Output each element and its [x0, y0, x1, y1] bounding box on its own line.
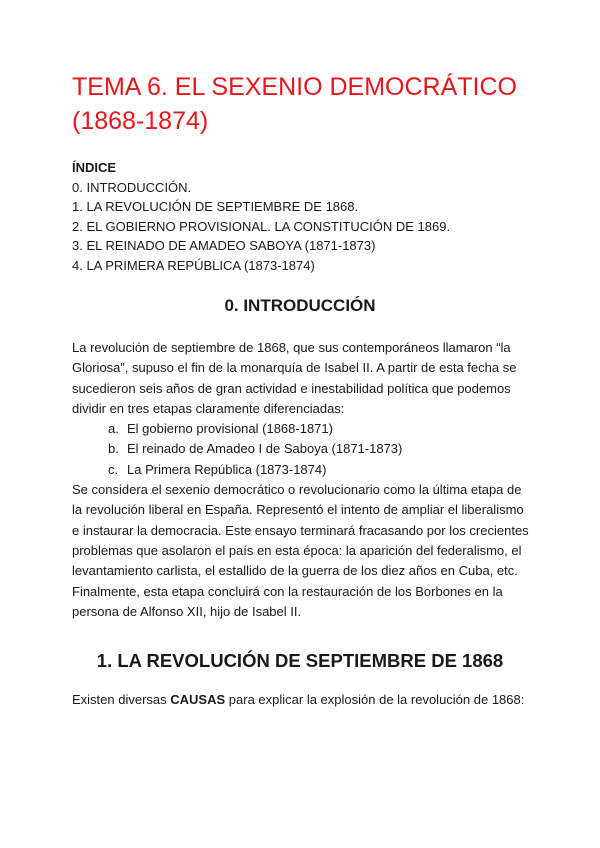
intro-paragraph-1: La revolución de septiembre de 1868, que sus contemporáneos llamaron “la Gloriosa”, supuso el fin de la monarquía de Isabel II. A partir de esta fecha se sucedieron seis años de gran actividad e inestabilidad política que podemos dividir en tres etapas claramente diferenciadas:	[72, 340, 517, 416]
index-item: 2. EL GOBIERNO PROVISIONAL. LA CONSTITUCIÓN DE 1869.	[72, 218, 451, 234]
list-item	[108, 419, 534, 439]
intro-paragraph-2: Se considera el sexenio democrático o revolucionario como la última etapa de la revolución liberal en España. Representó el intento de ampliar el liberalismo e instaurar la democracia. Este ensayo terminará fracasando por los crecientes problemas que asolaron el país en esta época: la aparición del federalismo, el levantamiento carlista, el estallido de la guerra de los diez años en Cuba, etc.	[72, 482, 529, 579]
list-item	[108, 460, 534, 480]
causes-intro-text: Existen diversas	[72, 692, 171, 707]
list-marker: a.	[108, 421, 119, 437]
index-item: 3. EL REINADO DE AMADEO SABOYA (1871-1873)	[72, 238, 376, 253]
revolution-paragraph-1	[72, 690, 534, 710]
list-text: El reinado de Amadeo I de Saboya (1871-1873)	[127, 441, 403, 457]
causes-keyword: CAUSAS	[170, 692, 226, 707]
document-title	[72, 70, 532, 138]
index-item: 0. INTRODUCCIÓN.	[72, 179, 192, 195]
title-line-2: (1868-1874)	[72, 107, 209, 135]
list-text: La Primera República (1873-1874)	[127, 461, 327, 477]
list-text: El gobierno provisional (1868-1871)	[127, 421, 333, 437]
index-item: 1. LA REVOLUCIÓN DE SEPTIEMBRE DE 1868.	[72, 199, 359, 214]
causes-rest-text: para explicar la explosión de la revolución de 1868:	[225, 692, 525, 707]
stages-list	[72, 419, 534, 480]
intro-heading: 0. INTRODUCCIÓN	[224, 296, 376, 315]
intro-paragraph-3: Finalmente, esta etapa concluirá con la restauración de los Borbones en la persona de Alfonso XII, hijo de Isabel II.	[72, 583, 503, 619]
revolution-heading: 1. LA REVOLUCIÓN DE SEPTIEMBRE DE 1868	[96, 650, 504, 671]
revolution-section	[72, 690, 534, 710]
list-marker: b.	[108, 441, 119, 457]
index-heading: ÍNDICE	[72, 160, 117, 175]
table-of-contents	[72, 158, 542, 275]
title-line-1: TEMA 6. EL SEXENIO DEMOCRÁTICO	[72, 73, 517, 101]
intro-section	[72, 338, 534, 622]
list-item	[108, 439, 534, 459]
list-marker: c.	[108, 461, 119, 477]
index-item: 4. LA PRIMERA REPÚBLICA (1873-1874)	[72, 257, 315, 273]
